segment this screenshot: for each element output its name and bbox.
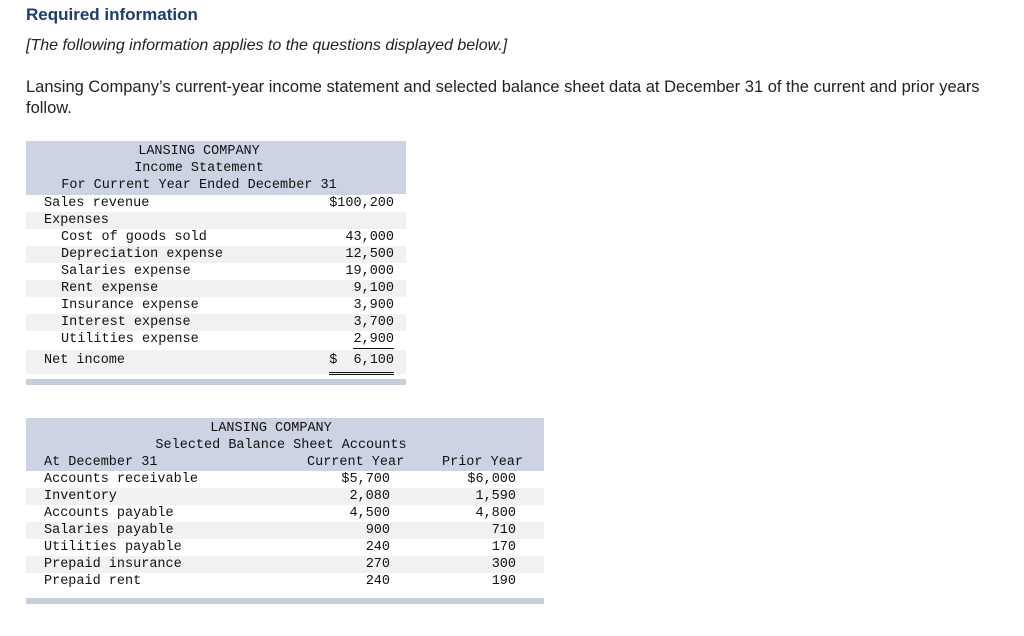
table-bottom-rule [26,379,406,385]
table-row [26,556,544,573]
expense-label: Insurance expense [61,298,199,313]
expense-row [26,246,406,263]
table-bottom-rule [26,598,544,604]
table-row [26,471,544,488]
account-label: Accounts receivable [44,472,198,487]
current-year-value: 240 [365,574,390,589]
table-row [26,488,544,505]
date-label: At December 31 [44,455,158,470]
current-year-value: 4,500 [349,506,390,521]
account-label: Inventory [44,489,117,504]
table-row [26,539,544,556]
intro-paragraph: Lansing Company’s current-year income statement and selected balance sheet data at December 31 of the current and prior years follow. [26,78,980,117]
balance-sheet-column-headers [26,454,544,471]
balance-sheet-table [26,418,544,604]
required-information-heading: Required information [26,5,198,24]
expense-label: Interest expense [61,315,191,330]
prior-year-value: 170 [491,540,516,555]
expense-label: Utilities expense [61,332,199,347]
sales-revenue-row [26,195,406,212]
prior-year-value: $6,000 [467,472,516,487]
prior-year-value: 4,800 [475,506,516,521]
table-row [26,505,544,522]
expense-value: 3,900 [353,298,394,313]
prior-year-value: 1,590 [475,489,516,504]
table-row [26,573,544,590]
income-statement-header-band [372,141,406,194]
expenses-row [26,212,406,229]
prior-year-value: 710 [491,523,516,538]
expense-row [26,280,406,297]
balance-sheet-title: Selected Balance Sheet Accounts [155,438,407,453]
income-statement-table [26,141,406,385]
net-income-label: Net income [44,353,126,368]
balance-sheet-company: LANSING COMPANY [210,421,332,436]
account-label: Salaries payable [44,523,174,538]
current-year-value: 2,080 [349,489,390,504]
net-income-row [26,350,406,374]
prior-year-value: 300 [491,557,516,572]
income-statement-period: For Current Year Ended December 31 [61,178,337,193]
expense-row [26,263,406,280]
expense-row [26,297,406,314]
net-income-value: $ 6,100 [329,350,394,375]
expense-label: Depreciation expense [61,247,224,262]
current-year-value: 270 [365,557,390,572]
account-label: Utilities payable [44,540,182,555]
expense-value: 2,900 [353,332,394,347]
expense-value: 19,000 [345,264,394,279]
prior-year-header: Prior Year [442,455,524,470]
expense-row [26,331,406,350]
current-year-value: 900 [365,523,390,538]
expense-label: Rent expense [61,281,159,296]
expense-label: Cost of goods sold [61,230,207,245]
sales-revenue-value: $100,200 [329,196,394,211]
sales-revenue-label: Sales revenue [44,196,150,211]
account-label: Accounts payable [44,506,174,521]
current-year-header: Current Year [307,455,405,470]
current-year-value: 240 [365,540,390,555]
expense-value: 12,500 [345,247,394,262]
income-statement-company: LANSING COMPANY [138,144,260,159]
expenses-label: Expenses [44,213,109,228]
info-note: [The following information applies to the questions displayed below.] [26,37,508,54]
expense-label: Salaries expense [61,264,191,279]
expense-value: 43,000 [345,230,394,245]
account-label: Prepaid rent [44,574,142,589]
expense-row [26,314,406,331]
expense-row [26,229,406,246]
balance-sheet-header [26,418,544,454]
prior-year-value: 190 [491,574,516,589]
expense-value: 9,100 [353,281,394,296]
expense-value: 3,700 [353,315,394,330]
income-statement-header [26,141,372,195]
income-statement-title: Income Statement [134,161,264,176]
current-year-value: $5,700 [341,472,390,487]
account-label: Prepaid insurance [44,557,182,572]
table-row [26,522,544,539]
